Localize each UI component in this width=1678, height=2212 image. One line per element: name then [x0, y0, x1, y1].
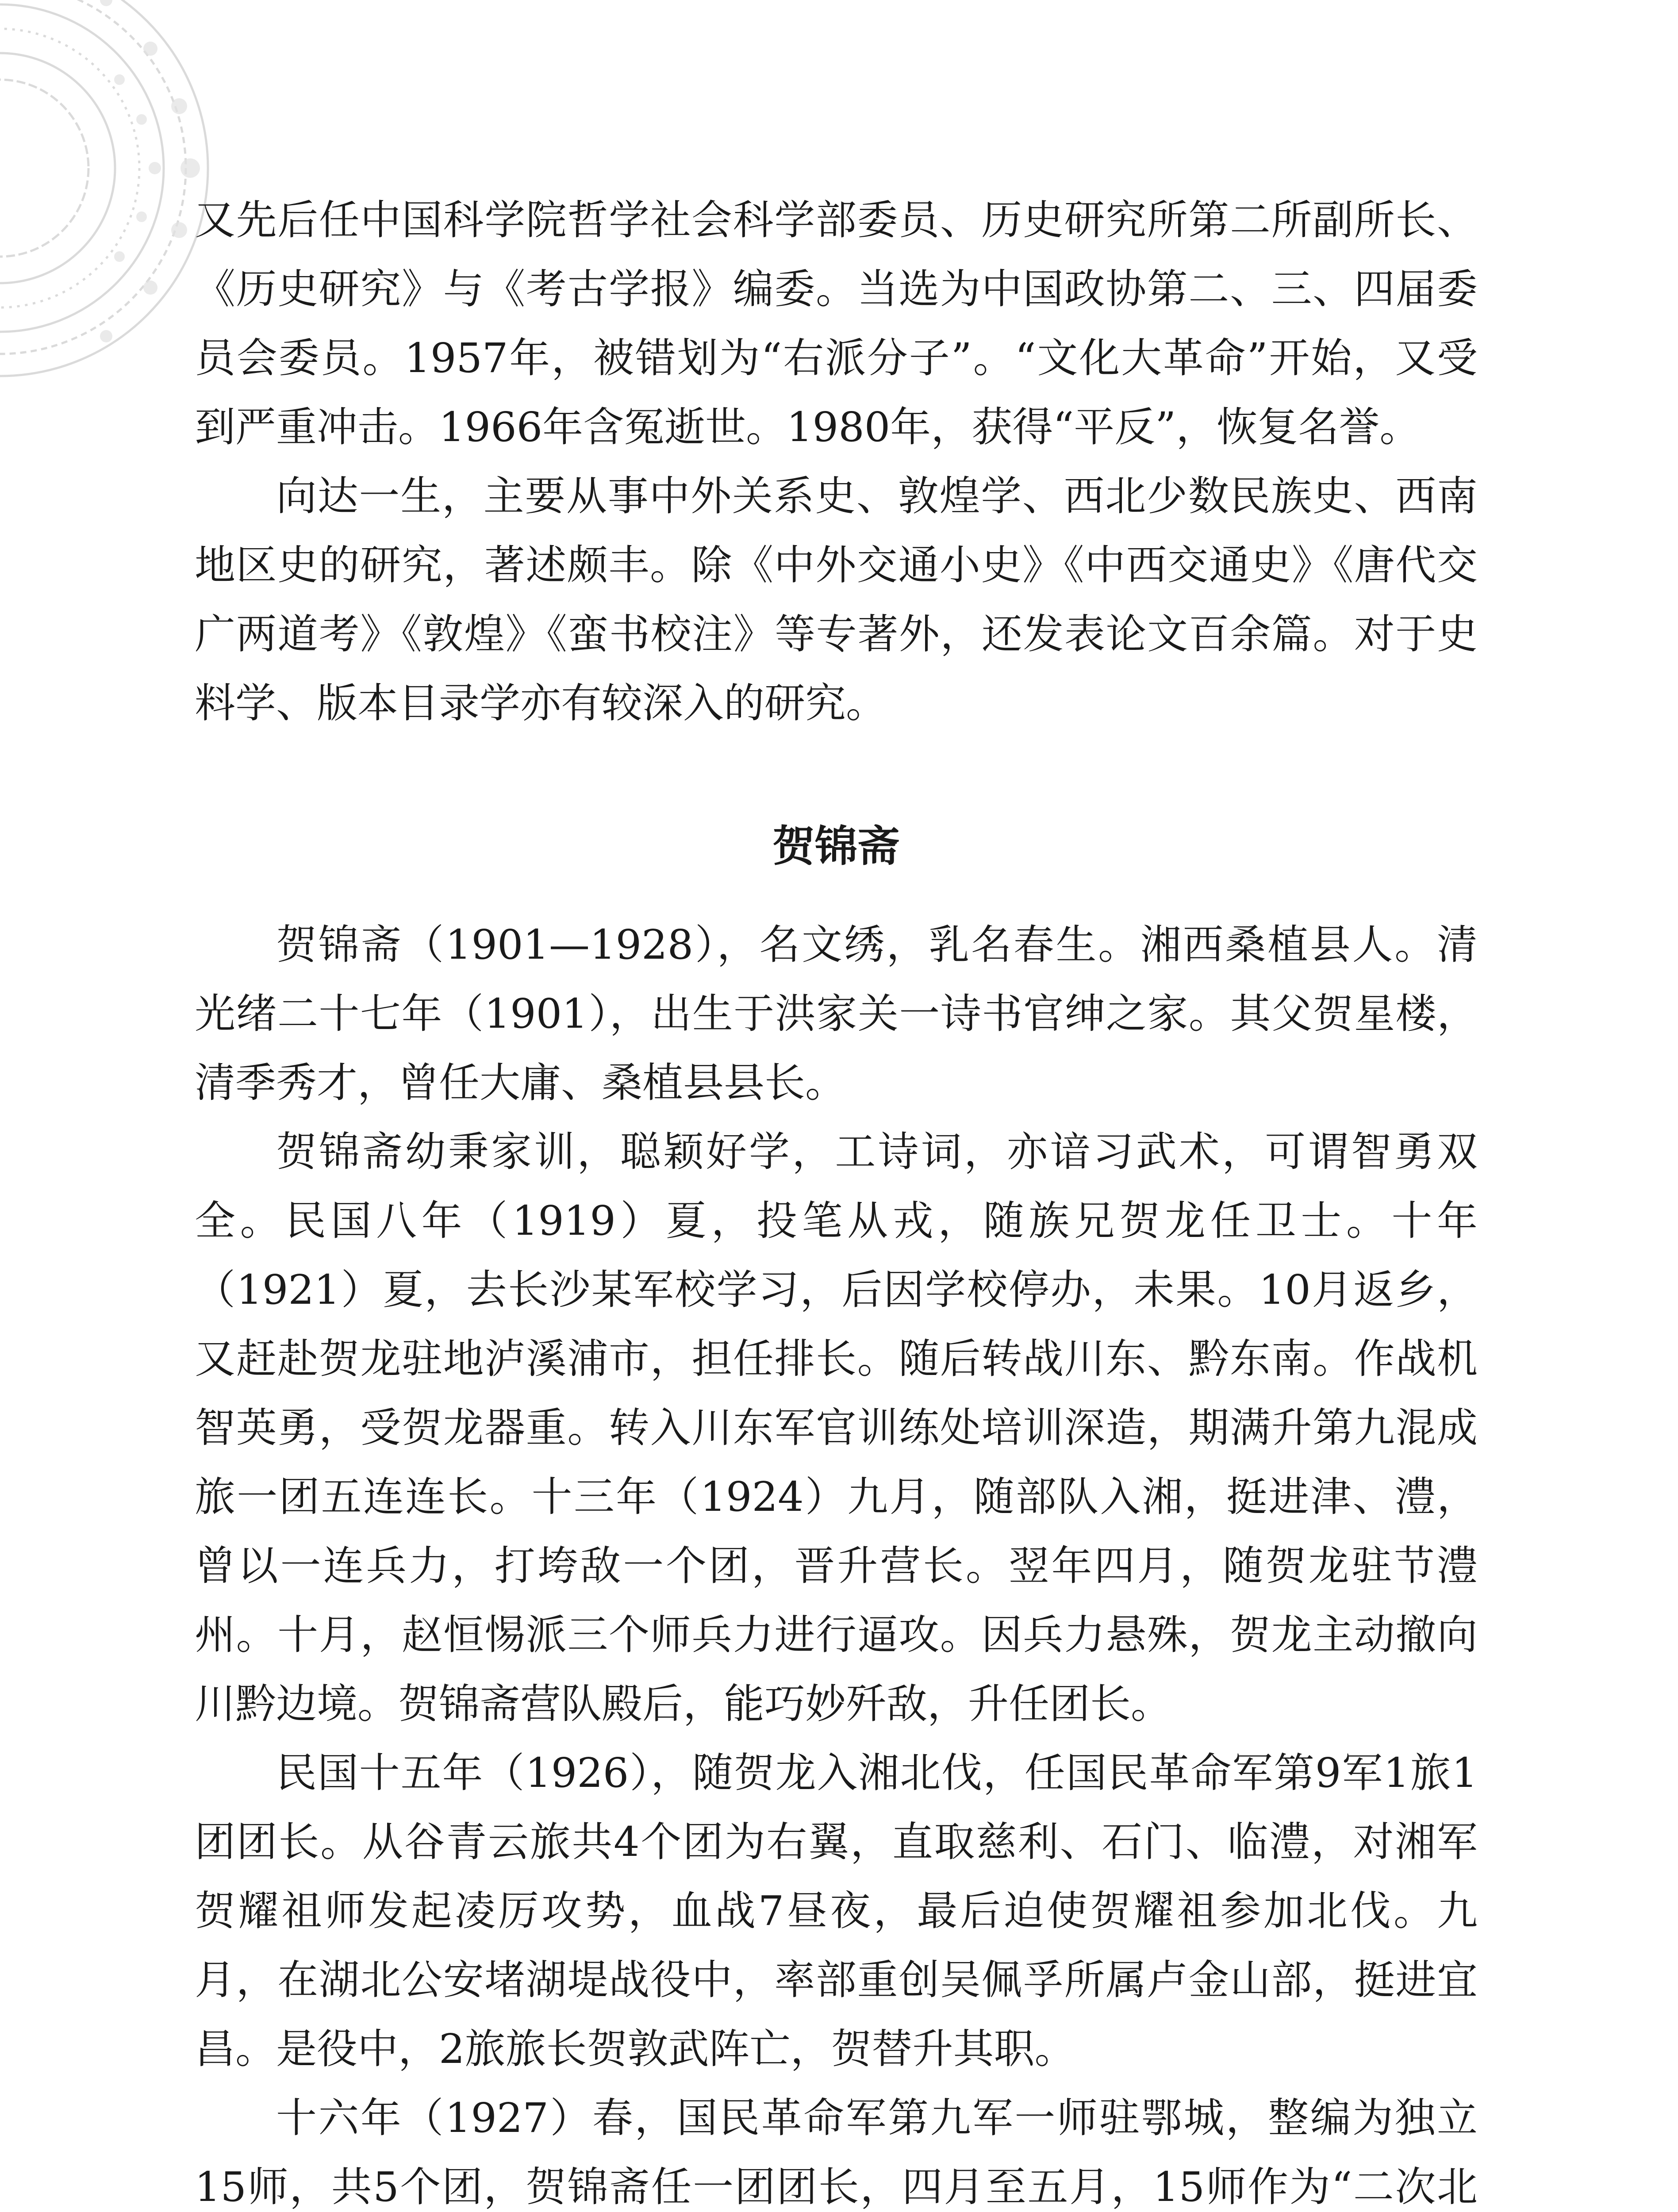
body-paragraph: 贺锦斋（1901—1928），名文绣，乳名春生。湘西桑植县人。清光绪二十七年（1901），出生于洪家关一诗书官绅之家。其父贺星楼，清季秀才，曾任大庸、桑植县县长。	[195, 921, 1478, 1106]
section-spacer	[195, 738, 1478, 813]
section-title: 贺锦斋	[772, 822, 900, 871]
body-paragraph: 又先后任中国科学院哲学社会科学部委员、历史研究所第二所副所长、《历史研究》与《考古学报》编委。当选为中国政协第二、三、四届委员会委员。1957年，被错划为“右派分子”。“文化大革命”开始，又受到严重冲击。1966年含冤逝世。1980年，获得“平反”，恢复名誉。	[195, 196, 1478, 451]
body-paragraph: 贺锦斋幼秉家训，聪颖好学，工诗词，亦谙习武术，可谓智勇双全。民国八年（1919）夏，投笔从戎，随族兄贺龙任卫士。十年（1921）夏，去长沙某军校学习，后因学校停办，未果。10月返乡，又赶赴贺龙驻地泸溪浦市，担任排长。随后转战川东、黔东南。作战机智英勇，受贺龙器重。转入川东军官训练处培训深造，期满升第九混成旅一团五连连长。十三年（1924）九月，随部队入湘，挺进津、澧，曾以一连兵力，打垮敌一个团，晋升营长。翌年四月，随贺龙驻节澧州。十月，赵恒惕派三个师兵力进行逼攻。因兵力悬殊，贺龙主动撤向川黔边境。贺锦斋营队殿后，能巧妙歼敌，升任团长。	[195, 1128, 1478, 1728]
page-body	[195, 186, 1478, 2212]
body-paragraph: 向达一生，主要从事中外关系史、敦煌学、西北少数民族史、西南地区史的研究，著述颇丰。除《中外交通小史》《中西交通史》《唐代交广两道考》《敦煌》《蛮书校注》等专著外，还发表论文百余篇。对于史料学、版本目录学亦有较深入的研究。	[195, 472, 1478, 727]
body-paragraph: 民国十五年（1926），随贺龙入湘北伐，任国民革命军第9军1旅1团团长。从谷青云旅共4个团为右翼，直取慈利、石门、临澧，对湘军贺耀祖师发起凌厉攻势，血战7昼夜，最后迫使贺耀祖参加北伐。九月，在湖北公安堵湖堤战役中，率部重创吴佩孚所属卢金山部，挺进宜昌。是役中，2旅旅长贺敦武阵亡，贺替升其职。	[195, 1749, 1478, 2073]
body-paragraph: 十六年（1927）春，国民革命军第九军一师驻鄂城，整编为独立15师，共5个团，贺锦斋任一团团长，四月至五月，15师作为“二次北	[195, 2094, 1478, 2211]
